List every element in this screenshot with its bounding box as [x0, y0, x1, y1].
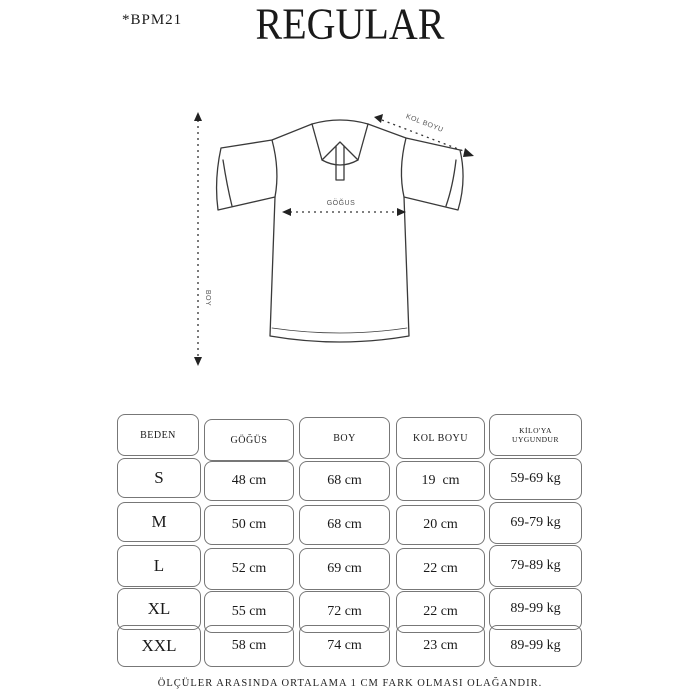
row-weight: 89-99 kg — [489, 625, 582, 667]
header-chest: GÖĞÜS — [204, 419, 294, 461]
row-chest: 58 cm — [204, 625, 294, 667]
header-length: BOY — [299, 417, 390, 459]
row-length: 68 cm — [299, 461, 390, 501]
size-table — [117, 414, 582, 670]
row-size: XXL — [117, 625, 201, 667]
row-chest: 48 cm — [204, 461, 294, 501]
row-chest: 50 cm — [204, 505, 294, 545]
row-length: 72 cm — [299, 591, 390, 633]
row-sleeve: 19 cm — [396, 461, 485, 501]
row-weight: 89-99 kg — [489, 588, 582, 630]
row-weight: 59-69 kg — [489, 458, 582, 500]
row-sleeve: 23 cm — [396, 625, 485, 667]
row-sleeve: 22 cm — [396, 548, 485, 590]
row-chest: 55 cm — [204, 591, 294, 633]
length-arrow — [194, 112, 202, 366]
sleeve-label: KOL BOYU — [404, 113, 445, 134]
measurement-disclaimer: ÖLÇÜLER ARASINDA ORTALAMA 1 CM FARK OLMASI OLAĞANDIR. — [157, 678, 543, 689]
row-size: M — [117, 502, 201, 542]
polo-shirt-diagram — [180, 100, 500, 380]
row-sleeve: 22 cm — [396, 591, 485, 633]
row-length: 74 cm — [299, 625, 390, 667]
fit-title: REGULAR — [255, 0, 445, 49]
row-weight: 79-89 kg — [489, 545, 582, 587]
row-weight: 69-79 kg — [489, 502, 582, 544]
row-size: S — [117, 458, 201, 498]
chest-label: GÖĞUS — [326, 200, 356, 207]
row-sleeve: 20 cm — [396, 505, 485, 545]
row-chest: 52 cm — [204, 548, 294, 590]
length-label: BOY — [204, 289, 211, 307]
row-size: XL — [117, 588, 201, 630]
header-weight: KİLO'YA UYGUNDUR — [489, 414, 582, 456]
row-length: 69 cm — [299, 548, 390, 590]
row-size: L — [117, 545, 201, 587]
chest-arrow — [282, 208, 406, 216]
header-sleeve: KOL BOYU — [396, 417, 485, 459]
shirt-outline — [217, 120, 464, 342]
row-length: 68 cm — [299, 505, 390, 545]
header-size: BEDEN — [117, 414, 199, 456]
product-code: *BPM21 — [122, 12, 183, 28]
